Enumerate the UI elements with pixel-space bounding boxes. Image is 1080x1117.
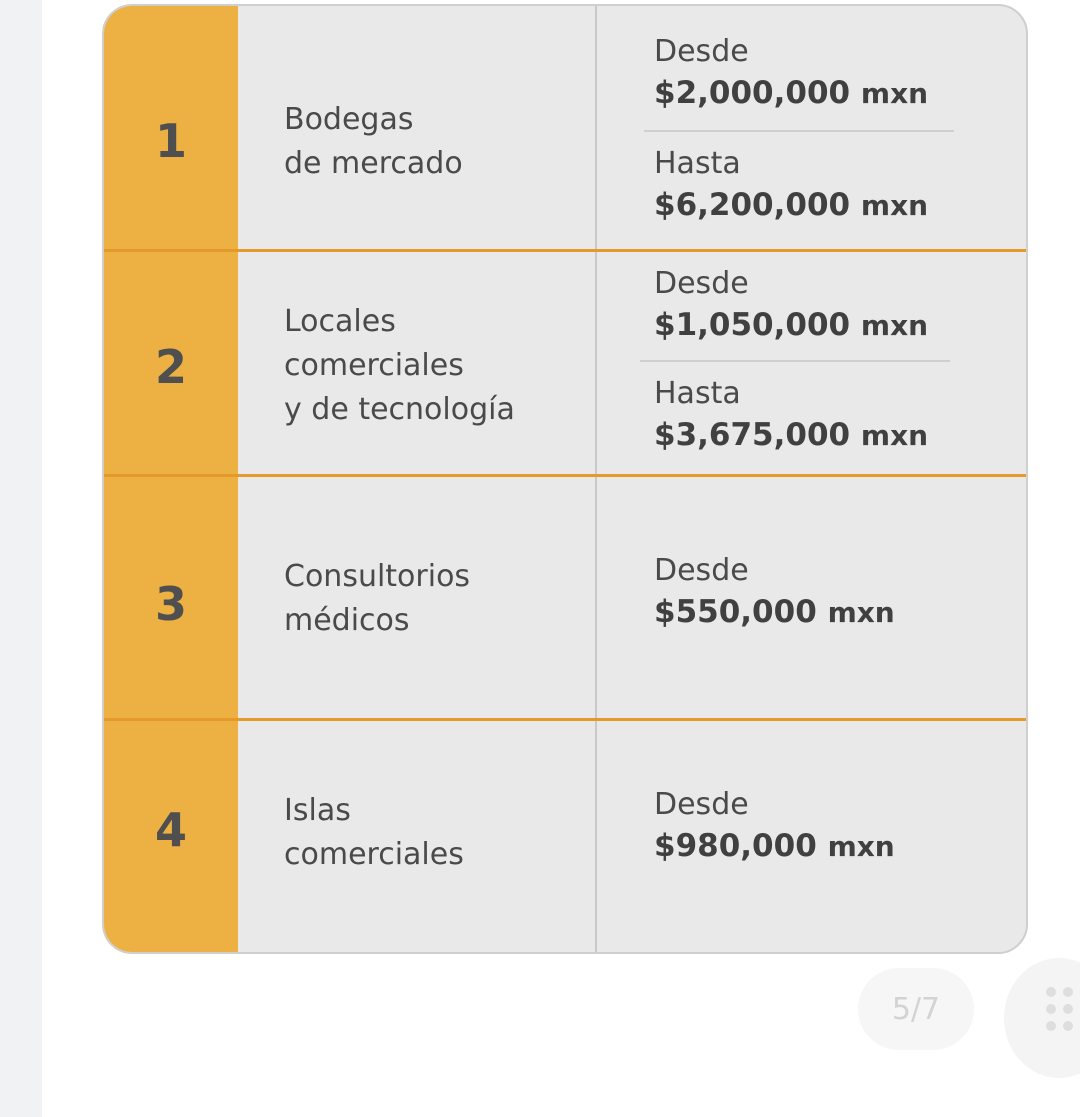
price-value: $6,200,000 mxn xyxy=(654,187,929,223)
row-number: 2 xyxy=(154,340,187,394)
table-row xyxy=(104,6,1026,251)
price-to xyxy=(654,374,928,457)
grip-dots-icon xyxy=(1046,987,1073,1031)
row-number: 3 xyxy=(154,577,187,631)
price-separator xyxy=(640,360,950,362)
row-label: Bodegas de mercado xyxy=(284,102,463,181)
price-from xyxy=(654,264,928,347)
price-value: $980,000 mxn xyxy=(654,828,895,864)
price-value: $3,675,000 mxn xyxy=(654,417,929,453)
price-kind: Desde xyxy=(654,34,749,69)
row-label: Locales comerciales y de tecnología xyxy=(284,304,515,427)
page-indicator[interactable] xyxy=(858,968,974,1050)
price-kind: Desde xyxy=(654,553,749,588)
price-kind: Desde xyxy=(654,787,749,822)
price-value: $2,000,000 mxn xyxy=(654,75,929,111)
row-label: Islas comerciales xyxy=(284,793,464,872)
table-row xyxy=(104,252,1026,474)
row-number: 1 xyxy=(154,114,187,168)
price-kind: Hasta xyxy=(654,146,741,181)
price-kind: Desde xyxy=(654,266,749,301)
price-value: $550,000 mxn xyxy=(654,594,895,630)
table-row xyxy=(104,721,1026,954)
row-number: 4 xyxy=(154,803,187,857)
price-value: $1,050,000 mxn xyxy=(654,307,929,343)
left-panel-strip xyxy=(0,0,42,1117)
row-label: Consultorios médicos xyxy=(284,559,471,638)
table-row xyxy=(104,477,1026,717)
price-kind: Hasta xyxy=(654,376,741,411)
price-separator xyxy=(644,130,954,132)
page-indicator-text: 5/7 xyxy=(891,991,941,1027)
price-to xyxy=(654,144,928,227)
pricing-table-card xyxy=(102,4,1028,954)
price-from xyxy=(654,551,895,634)
price-from xyxy=(654,32,928,115)
price-from xyxy=(654,785,895,868)
